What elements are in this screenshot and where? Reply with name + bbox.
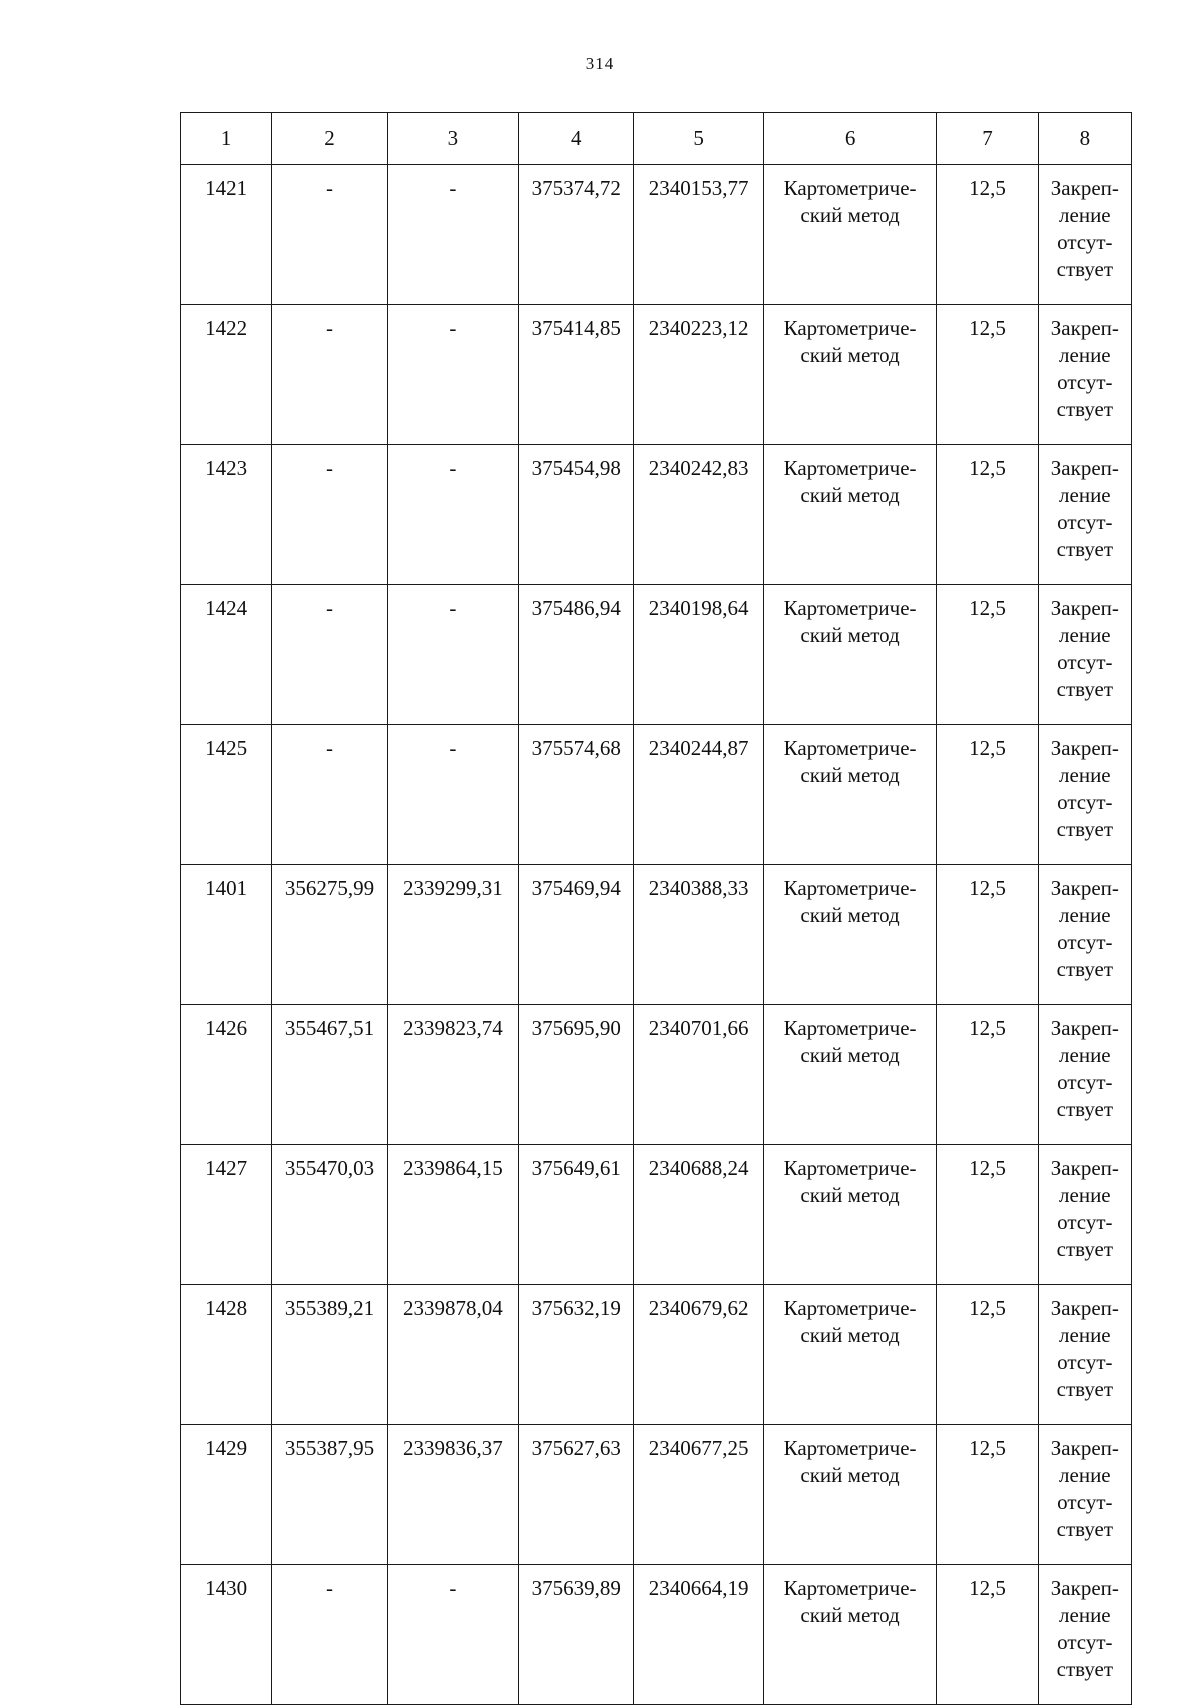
accuracy-cell: 12,5 [937,1565,1038,1705]
fixation-line: Закреп- [1050,1436,1119,1460]
fixation-line: Закреп- [1050,876,1119,900]
fixation-cell [1038,445,1131,585]
method-line: ский метод [800,203,900,227]
accuracy-cell: 12,5 [937,725,1038,865]
fixation-line: ление [1059,1043,1111,1067]
old-x-cell: 355389,21 [272,1285,387,1425]
table-row [181,1005,1132,1145]
fixation-line: Закреп- [1050,1576,1119,1600]
fixation-line: ление [1059,1603,1111,1627]
old-y-cell: - [387,725,518,865]
column-header: 7 [937,113,1038,165]
fixation-line: ление [1059,1183,1111,1207]
method-cell [763,585,937,725]
method-line: ский метод [800,623,900,647]
fixation-line: ление [1059,623,1111,647]
accuracy-cell: 12,5 [937,165,1038,305]
fixation-line: ствует [1056,957,1114,981]
method-line: ский метод [800,1603,900,1627]
new-x-cell: 375627,63 [519,1425,634,1565]
point-number-cell: 1429 [181,1425,272,1565]
fixation-line: ление [1059,1463,1111,1487]
method-line: ский метод [800,1043,900,1067]
fixation-line: ствует [1056,1517,1114,1541]
fixation-line: ление [1059,203,1111,227]
table-header-row [181,113,1132,165]
method-line: ский метод [800,343,900,367]
new-y-cell: 2340664,19 [634,1565,763,1705]
table-row [181,1145,1132,1285]
table-row [181,585,1132,725]
old-y-cell: 2339864,15 [387,1145,518,1285]
column-header: 1 [181,113,272,165]
point-number-cell: 1428 [181,1285,272,1425]
fixation-line: отсут- [1057,930,1113,954]
fixation-line: отсут- [1057,1350,1113,1374]
new-x-cell: 375374,72 [519,165,634,305]
old-y-cell: - [387,445,518,585]
fixation-line: отсут- [1057,1070,1113,1094]
accuracy-cell: 12,5 [937,1005,1038,1145]
fixation-cell [1038,1565,1131,1705]
method-line: Картометриче- [783,1576,917,1600]
fixation-line: Закреп- [1050,596,1119,620]
fixation-cell [1038,725,1131,865]
method-line: ский метод [800,1183,900,1207]
accuracy-cell: 12,5 [937,1285,1038,1425]
fixation-line: ствует [1056,537,1114,561]
method-cell [763,1005,937,1145]
old-y-cell: - [387,1565,518,1705]
old-x-cell: - [272,445,387,585]
table-row [181,725,1132,865]
point-number-cell: 1423 [181,445,272,585]
method-line: Картометриче- [783,1016,917,1040]
fixation-line: ствует [1056,1377,1114,1401]
point-number-cell: 1427 [181,1145,272,1285]
method-line: Картометриче- [783,176,917,200]
fixation-line: Закреп- [1050,176,1119,200]
fixation-line: отсут- [1057,790,1113,814]
fixation-line: отсут- [1057,1210,1113,1234]
method-cell [763,865,937,1005]
new-y-cell: 2340688,24 [634,1145,763,1285]
accuracy-cell: 12,5 [937,865,1038,1005]
fixation-line: отсут- [1057,230,1113,254]
fixation-cell [1038,1005,1131,1145]
point-number-cell: 1401 [181,865,272,1005]
fixation-line: отсут- [1057,370,1113,394]
method-line: ский метод [800,763,900,787]
method-line: Картометриче- [783,736,917,760]
method-line: ский метод [800,1463,900,1487]
fixation-line: отсут- [1057,1490,1113,1514]
old-y-cell: 2339836,37 [387,1425,518,1565]
accuracy-cell: 12,5 [937,445,1038,585]
fixation-line: ствует [1056,1657,1114,1681]
old-y-cell: 2339823,74 [387,1005,518,1145]
table-row [181,865,1132,1005]
old-x-cell: 355467,51 [272,1005,387,1145]
accuracy-cell: 12,5 [937,1425,1038,1565]
fixation-line: ление [1059,343,1111,367]
fixation-line: ствует [1056,817,1114,841]
fixation-cell [1038,165,1131,305]
old-x-cell: 355470,03 [272,1145,387,1285]
method-line: ский метод [800,903,900,927]
column-header: 2 [272,113,387,165]
table-row [181,1425,1132,1565]
fixation-line: ствует [1056,1097,1114,1121]
column-header: 8 [1038,113,1131,165]
fixation-line: отсут- [1057,1630,1113,1654]
old-x-cell: - [272,1565,387,1705]
new-y-cell: 2340242,83 [634,445,763,585]
method-line: Картометриче- [783,1436,917,1460]
old-y-cell: 2339299,31 [387,865,518,1005]
fixation-cell [1038,865,1131,1005]
old-x-cell: 355387,95 [272,1425,387,1565]
fixation-cell [1038,585,1131,725]
table-row [181,1565,1132,1705]
method-line: ский метод [800,483,900,507]
fixation-line: ление [1059,763,1111,787]
new-x-cell: 375695,90 [519,1005,634,1145]
point-number-cell: 1422 [181,305,272,445]
fixation-cell [1038,1145,1131,1285]
fixation-line: Закреп- [1050,1296,1119,1320]
old-x-cell: - [272,585,387,725]
method-cell [763,1425,937,1565]
method-line: Картометриче- [783,1296,917,1320]
new-x-cell: 375454,98 [519,445,634,585]
accuracy-cell: 12,5 [937,585,1038,725]
table-row [181,445,1132,585]
old-y-cell: - [387,305,518,445]
fixation-line: Закреп- [1050,736,1119,760]
method-cell [763,445,937,585]
page-number: 314 [585,54,615,73]
method-cell [763,1145,937,1285]
point-number-cell: 1430 [181,1565,272,1705]
fixation-line: ствует [1056,1237,1114,1261]
column-header: 4 [519,113,634,165]
new-y-cell: 2340198,64 [634,585,763,725]
new-x-cell: 375469,94 [519,865,634,1005]
fixation-line: ление [1059,1323,1111,1347]
new-x-cell: 375486,94 [519,585,634,725]
coordinates-table [180,112,1132,1705]
method-line: Картометриче- [783,1156,917,1180]
method-cell [763,1285,937,1425]
table-row [181,165,1132,305]
old-x-cell: 356275,99 [272,865,387,1005]
fixation-cell [1038,305,1131,445]
new-x-cell: 375574,68 [519,725,634,865]
column-header: 3 [387,113,518,165]
old-x-cell: - [272,725,387,865]
point-number-cell: 1424 [181,585,272,725]
old-y-cell: - [387,585,518,725]
fixation-line: ствует [1056,257,1114,281]
column-header: 6 [763,113,937,165]
point-number-cell: 1426 [181,1005,272,1145]
fixation-line: ление [1059,903,1111,927]
fixation-line: ствует [1056,397,1114,421]
new-x-cell: 375639,89 [519,1565,634,1705]
accuracy-cell: 12,5 [937,305,1038,445]
new-y-cell: 2340677,25 [634,1425,763,1565]
table-row [181,305,1132,445]
method-cell [763,1565,937,1705]
method-cell [763,725,937,865]
method-line: Картометриче- [783,316,917,340]
column-header: 5 [634,113,763,165]
new-x-cell: 375414,85 [519,305,634,445]
fixation-cell [1038,1425,1131,1565]
fixation-line: ление [1059,483,1111,507]
method-cell [763,305,937,445]
new-y-cell: 2340701,66 [634,1005,763,1145]
new-y-cell: 2340153,77 [634,165,763,305]
fixation-line: ствует [1056,677,1114,701]
fixation-line: Закреп- [1050,316,1119,340]
new-x-cell: 375632,19 [519,1285,634,1425]
new-y-cell: 2340223,12 [634,305,763,445]
fixation-line: Закреп- [1050,456,1119,480]
fixation-line: отсут- [1057,650,1113,674]
new-y-cell: 2340244,87 [634,725,763,865]
method-cell [763,165,937,305]
table-body [181,165,1132,1705]
method-line: Картометриче- [783,876,917,900]
old-x-cell: - [272,305,387,445]
method-line: Картометриче- [783,596,917,620]
old-y-cell: 2339878,04 [387,1285,518,1425]
old-y-cell: - [387,165,518,305]
new-y-cell: 2340388,33 [634,865,763,1005]
old-x-cell: - [272,165,387,305]
point-number-cell: 1425 [181,725,272,865]
method-line: Картометриче- [783,456,917,480]
new-y-cell: 2340679,62 [634,1285,763,1425]
point-number-cell: 1421 [181,165,272,305]
fixation-line: Закреп- [1050,1016,1119,1040]
accuracy-cell: 12,5 [937,1145,1038,1285]
new-x-cell: 375649,61 [519,1145,634,1285]
table-row [181,1285,1132,1425]
method-line: ский метод [800,1323,900,1347]
fixation-line: Закреп- [1050,1156,1119,1180]
fixation-cell [1038,1285,1131,1425]
fixation-line: отсут- [1057,510,1113,534]
